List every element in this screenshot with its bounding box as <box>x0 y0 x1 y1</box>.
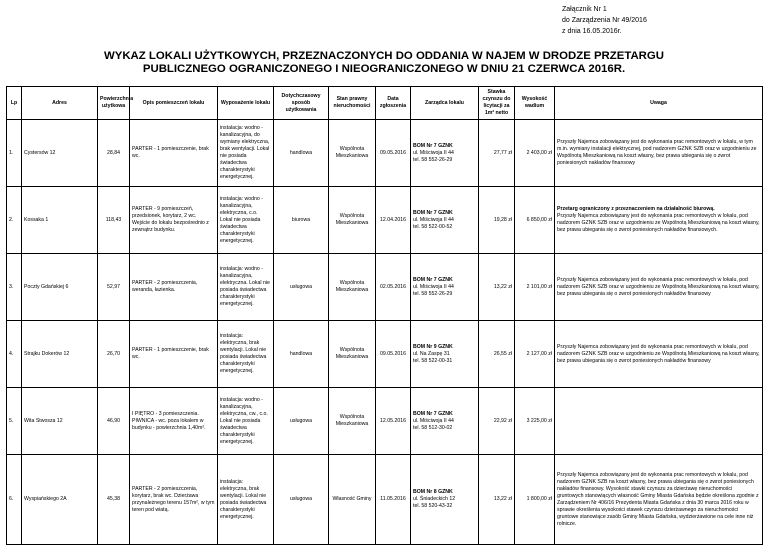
premises-table <box>6 86 763 545</box>
cell-opis: PARTER - 9 pomieszczeń, przedsionek, korytarz, 2 wc. Wejście do lokalu bezpośrednio z zewnątrz budynku. <box>130 187 218 254</box>
cell-data: 09.05.2016 <box>376 321 411 388</box>
cell-opis: PARTER - 1 pomieszczenie, brak wc. <box>130 321 218 388</box>
header-uwaga: Uwaga <box>555 87 763 120</box>
zarzadca-address: ul. Na Zaspę 31 <box>413 350 450 357</box>
cell-stawka: 26,55 zł <box>479 321 515 388</box>
cell-data: 12.04.2016 <box>376 187 411 254</box>
cell-powierzchnia: 52,97 <box>98 254 130 321</box>
header-stan-prawny: Stan prawny nieruchomości <box>329 87 376 120</box>
zarzadca-address: ul. Miściwoja II 44 <box>413 283 454 290</box>
cell-stawka: 13,22 zł <box>479 254 515 321</box>
cell-uwaga <box>555 254 763 321</box>
table-row <box>7 254 763 321</box>
cell-opis: I PIĘTRO - 3 pomieszczenia. PIWNICA - wc. poza lokalem w budynku - powierzchnia 1,40m². <box>130 388 218 455</box>
table-row <box>7 455 763 545</box>
zarzadca-phone: tel. 58 512-30-02 <box>413 424 453 431</box>
cell-wyposazenie: instalacja: wodno - kanalizacyjna, do wymiany elektryczna, brak wentylacji. Lokal nie posiada świadectwa charakterystyki energetycznej. <box>218 120 274 187</box>
header-zarzadca: Zarządca lokalu <box>411 87 479 120</box>
cell-wyposazenie: instalacja: wodno - kanalizacyjna, elektryczna, c.o. Lokal nie posiada świadectwa charakterystyki energetycznej. <box>218 187 274 254</box>
uwaga-bold-text: Przetarg ograniczony z przeznaczeniem na działalność biurową. <box>557 206 715 212</box>
cell-dotychczasowy: handlowa <box>274 321 329 388</box>
cell-powierzchnia: 26,70 <box>98 321 130 388</box>
cell-stan-prawny: Własność Gminy <box>329 455 376 545</box>
table-row <box>7 187 763 254</box>
cell-adres: Poczty Gdańskiej 6 <box>22 254 98 321</box>
zarzadca-name: BOM Nr 9 GZNK <box>413 343 453 350</box>
document-title <box>0 50 768 76</box>
title-line-2: PUBLICZNEGO OGRANICZONEGO I NIEOGRANICZONEGO W DNIU 21 CZERWCA 2016R. <box>142 63 626 75</box>
zarzadca-phone: tel. 58 522-00-31 <box>413 357 453 364</box>
header-lp: Lp <box>7 87 22 120</box>
cell-data: 02.05.2016 <box>376 254 411 321</box>
cell-wadium: 3 225,00 zł <box>515 388 555 455</box>
cell-adres: Strajku Dokerów 12 <box>22 321 98 388</box>
cell-stan-prawny: Wspólnota Mieszkaniowa <box>329 388 376 455</box>
uwaga-text: Przyszły Najemca zobowiązany jest do wykonania prac remontowych w lokalu, pod nadzorem GZNK SZB oraz w uzgodnieniu ze Wspólnotą Mieszkaniową na koszt własny, bez prawa ubiegania się o zwrot poniesionych nakładów finansowych. <box>557 213 760 233</box>
header-wyposazenie: Wyposażenie lokalu <box>218 87 274 120</box>
cell-wadium: 2 403,00 zł <box>515 120 555 187</box>
cell-zarzadca <box>411 388 479 455</box>
zarzadca-name: BOM Nr 8 GZNK <box>413 489 453 495</box>
cell-uwaga <box>555 455 763 545</box>
cell-opis: PARTER - 1 pomieszczenie, brak wc. <box>130 120 218 187</box>
cell-adres: Kossaka 1 <box>22 187 98 254</box>
zarzadca-phone: tel. 58 520-43-32 <box>413 503 453 509</box>
cell-zarzadca <box>411 120 479 187</box>
cell-stawka: 19,28 zł <box>479 187 515 254</box>
zarzadca-phone: tel. 58 552-26-29 <box>413 156 453 163</box>
cell-lp: 1. <box>7 120 22 187</box>
cell-stan-prawny: Wspólnota Mieszkaniowa <box>329 254 376 321</box>
zarzadca-address: ul. Miściwoja II 44 <box>413 216 454 223</box>
cell-powierzchnia: 118,43 <box>98 187 130 254</box>
zarzadca-address: ul. Śniadeckich 12 <box>413 496 456 502</box>
header-stawka: Stawka czynszu do licytacji za 1m² netto <box>479 87 515 120</box>
cell-stan-prawny: Wspólnota Mieszkaniowa <box>329 321 376 388</box>
cell-uwaga <box>555 187 763 254</box>
cell-powierzchnia: 45,38 <box>98 455 130 545</box>
header-opis: Opis pomieszczeń lokalu <box>130 87 218 120</box>
cell-dotychczasowy: usługowa <box>274 388 329 455</box>
cell-powierzchnia: 46,90 <box>98 388 130 455</box>
cell-zarzadca <box>411 455 479 545</box>
uwaga-text: Przyszły Najemca zobowiązany jest do wykonania prac remontowych w lokalu, w tym m.in. wymiany instalacji elektrycznej, pod nadzorem GZNK SZB oraz w uzgodnieniu ze Wspólnotą Mieszkaniową na koszt własny, bez prawa ubiegania się o zwrot poniesionych nakładów finansowy <box>557 139 757 166</box>
cell-wyposazenie: instalacja: elektryczna, brak wentylacji. Lokal nie posiada świadectwa charakterystyki energetycznej. <box>218 321 274 388</box>
cell-stan-prawny: Wspólnota Mieszkaniowa <box>329 120 376 187</box>
zarzadca-name: BOM Nr 7 GZNK <box>413 276 453 283</box>
cell-zarzadca <box>411 254 479 321</box>
cell-lp: 2. <box>7 187 22 254</box>
uwaga-text: Przyszły Najemca zobowiązany jest do wykonania prac remontowych w lokalu, pod nadzorem GZNK SZB oraz w uzgodnieniu ze Wspólnotą Mieszkaniową na koszt własny, bez prawa ubiegania się o zwrot poniesionych nakładów finansowy <box>557 276 760 297</box>
zarzadca-phone: tel. 58 552-26-29 <box>413 290 453 297</box>
cell-wyposazenie: instalacja: wodno - kanalizacyjna, elektryczna, cw., c.o. Lokal nie posiada świadectwa charakterystyki energetycznej. <box>218 388 274 455</box>
cell-dotychczasowy: handlowa <box>274 120 329 187</box>
cell-lp: 4. <box>7 321 22 388</box>
cell-data: 11.05.2016 <box>376 455 411 545</box>
cell-uwaga <box>555 388 763 455</box>
cell-dotychczasowy: usługowa <box>274 455 329 545</box>
header-dotychczasowy: Dotychczasowy sposób użytkowania <box>274 87 329 120</box>
zarzadca-name: BOM Nr 7 GZNK <box>413 209 453 216</box>
cell-uwaga <box>555 120 763 187</box>
cell-wadium: 2 127,00 zł <box>515 321 555 388</box>
zarzadca-name: BOM Nr 7 GZNK <box>413 410 453 417</box>
cell-wadium: 1 800,00 zł <box>515 455 555 545</box>
cell-lp: 3. <box>7 254 22 321</box>
attachment-line-1: Załącznik Nr 1 <box>562 6 607 13</box>
cell-opis: PARTER - 2 pomieszczenia, weranda, łazienka. <box>130 254 218 321</box>
table-row <box>7 388 763 455</box>
uwaga-text: Przyszły Najemca zobowiązany jest do wykonania prac remontowych w lokalu, pod nadzorem GZNK SZB na koszt własny, bez prawa ubiegania się o zwrot poniesionych nakładów finansowy. Wysokość stawki czynszu za dzierżawę nieruchomości gruntowych stanowiących własność Gminy Miasta Gdańska będzie określona zgodnie z Zarządzeniem Nr 406/16 Prezydenta Miasta Gdańska z dnia 30 marca 2016 roku w sprawie określenia wysokości stawek czynszu dzierżawnego za nieruchomości gruntowe stanowiące zasób Gminy Miasta Gdańska, wydzierżawione na cele inne niż rolnicze. <box>557 471 759 527</box>
attachment-line-2: do Zarządzenia Nr 49/2016 <box>562 17 647 24</box>
cell-dotychczasowy: biurowa <box>274 187 329 254</box>
cell-wyposazenie: instalacja: elektryczna, brak wentylacji. Lokal nie posiada świadectwa charakterystyki energetycznej. <box>218 455 274 545</box>
cell-zarzadca <box>411 187 479 254</box>
cell-adres: Wita Stwosza 12 <box>22 388 98 455</box>
cell-dotychczasowy: usługowa <box>274 254 329 321</box>
cell-data: 12.05.2016 <box>376 388 411 455</box>
header-wadium: Wysokość wadium <box>515 87 555 120</box>
cell-stawka: 27,77 zł <box>479 120 515 187</box>
table-row <box>7 321 763 388</box>
cell-lp: 5. <box>7 388 22 455</box>
zarzadca-name: BOM Nr 7 GZNK <box>413 142 453 149</box>
cell-powierzchnia: 28,84 <box>98 120 130 187</box>
cell-stan-prawny: Wspólnota Mieszkaniowa <box>329 187 376 254</box>
attachment-line-3: z dnia 16.05.2016r. <box>562 28 622 35</box>
zarzadca-address: ul. Miściwoja II 44 <box>413 417 454 424</box>
header-powierzchnia: Powierzchnia użytkowa <box>98 87 130 120</box>
zarzadca-phone: tel. 58 522-00-52 <box>413 223 453 230</box>
cell-adres: Cystersów 12 <box>22 120 98 187</box>
cell-lp: 6. <box>7 455 22 545</box>
title-line-1: WYKAZ LOKALI UŻYTKOWYCH, PRZEZNACZONYCH DO ODDANIA W NAJEM W DRODZE PRZETARGU <box>103 50 664 62</box>
cell-adres: Wyspiańskiego 2A <box>22 455 98 545</box>
cell-wyposazenie: instalacja: wodno - kanalizacyjna, elektryczna. Lokal nie posiada świadectwa charakterystyki energetycznej. <box>218 254 274 321</box>
uwaga-text: Przyszły Najemca zobowiązany jest do wykonania prac remontowych w lokalu, pod nadzorem GZNK SZB oraz w uzgodnieniu ze Wspólnotą Mieszkaniową na koszt własny, bez prawa ubiegania się o zwrot poniesionych nakładów finansowy <box>557 343 760 364</box>
cell-wadium: 2 101,00 zł <box>515 254 555 321</box>
cell-uwaga <box>555 321 763 388</box>
cell-data: 09.05.2016 <box>376 120 411 187</box>
zarzadca-address: ul. Miściwoja II 44 <box>413 149 454 156</box>
table-header-row <box>7 87 763 120</box>
cell-wadium: 6 850,00 zł <box>515 187 555 254</box>
header-data: Data zgłoszenia <box>376 87 411 120</box>
header-adres: Adres <box>22 87 98 120</box>
cell-opis: PARTER - 2 pomieszczenia, korytarz, brak wc. Dzierżawa przynależnego terenu 157m², w tym teren pod wiatą. <box>130 455 218 545</box>
cell-stawka: 22,92 zł <box>479 388 515 455</box>
cell-stawka: 13,22 zł <box>479 455 515 545</box>
attachment-note <box>562 4 647 37</box>
table-row <box>7 120 763 187</box>
cell-zarzadca <box>411 321 479 388</box>
